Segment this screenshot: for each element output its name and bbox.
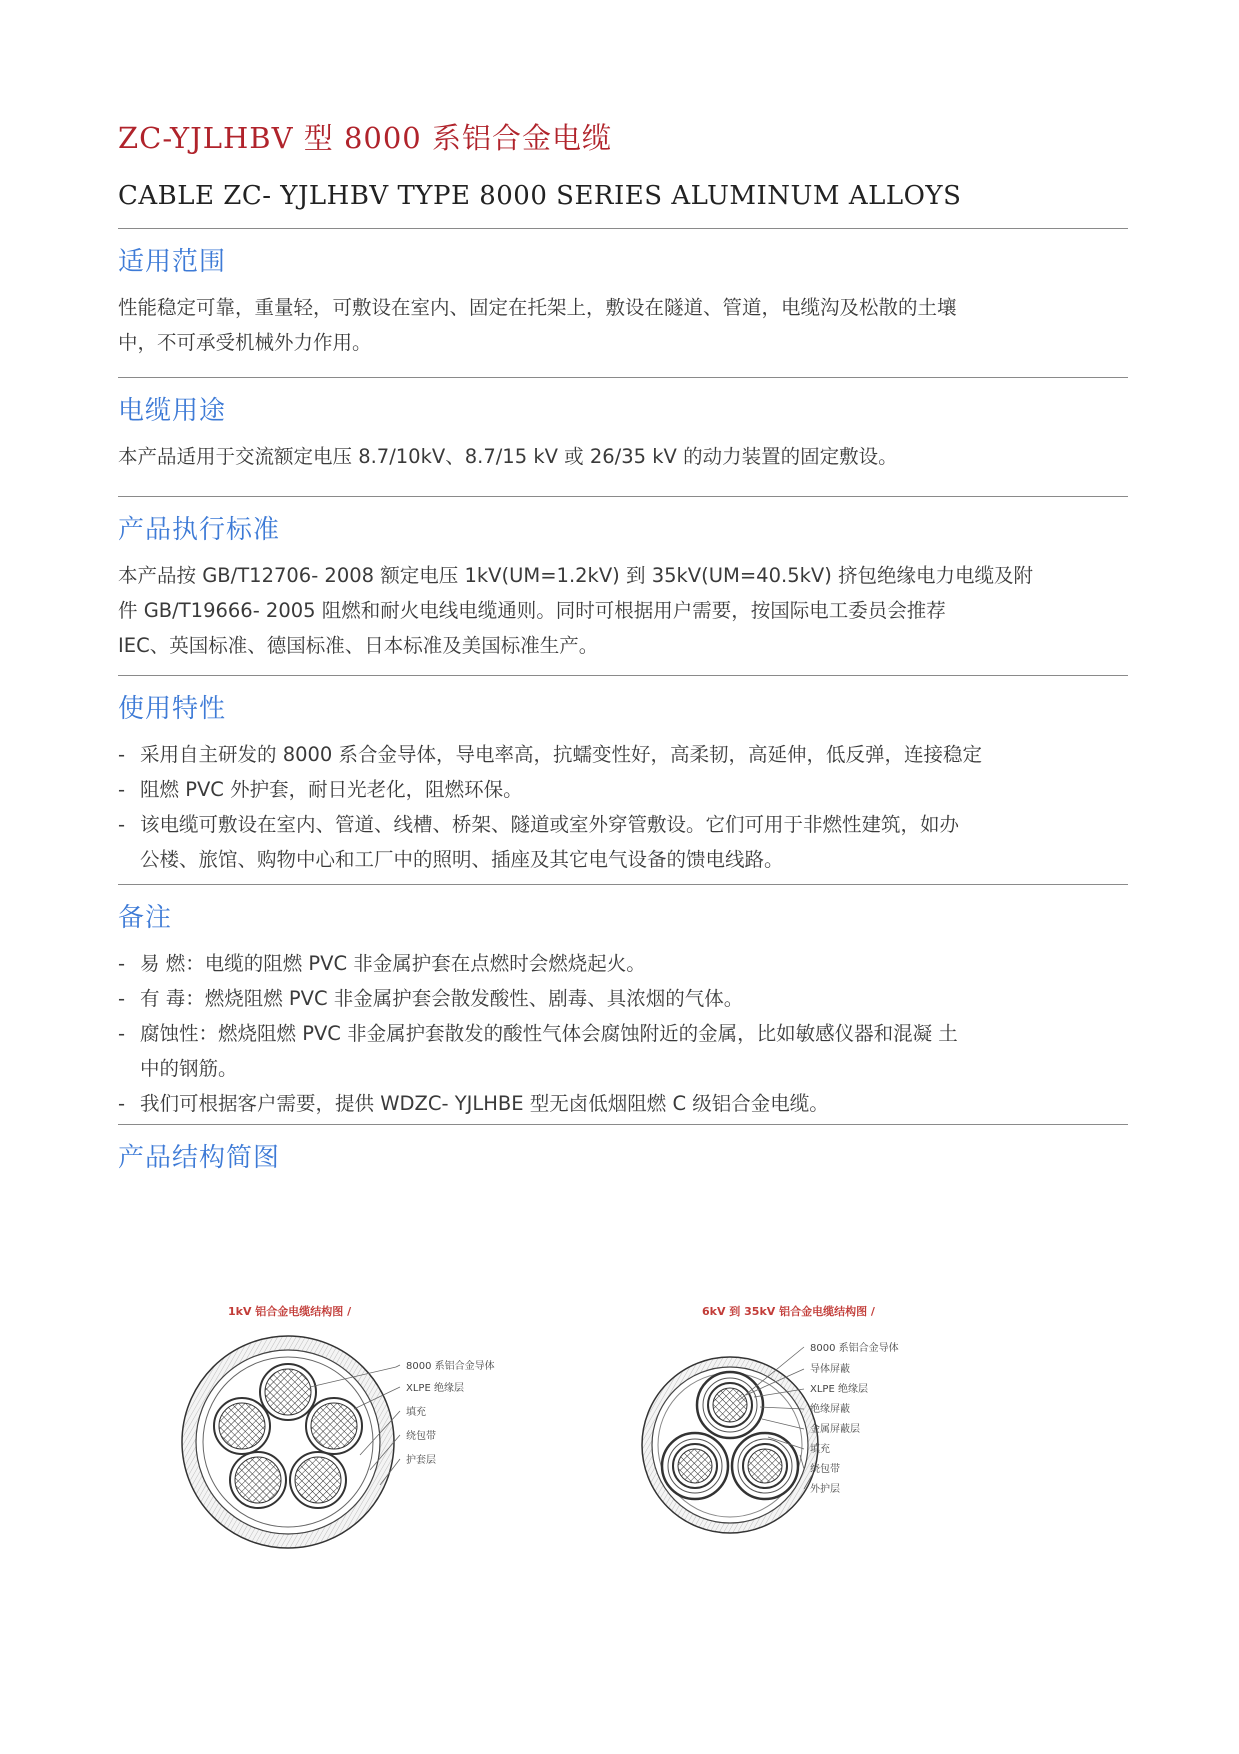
core-conductor <box>732 1433 798 1499</box>
section-body-scope <box>118 290 1128 360</box>
section-heading-scope: 适用范围 <box>118 247 227 277</box>
list-item-text: 易 燃：电缆的阻燃 PVC 非金属护套在点燃时会燃烧起火。 <box>140 952 646 975</box>
list-item-text: 采用自主研发的 8000 系合金导体，导电率高，抗蠕变性好，高柔韧，高延伸，低反弹，连接稳定 <box>140 743 983 766</box>
section-divider <box>118 1124 1128 1125</box>
core-conductor <box>230 1452 286 1508</box>
section-standard <box>118 496 1128 663</box>
bullet-dash: - <box>118 778 126 801</box>
section-structure <box>118 1124 1128 1174</box>
list-item-text: 阻燃 PVC 外护套，耐日光老化，阻燃环保。 <box>140 778 523 801</box>
cable-6-35kv-cross-section <box>642 1341 899 1533</box>
list-item <box>118 981 1128 1016</box>
callout-label-conductor: 8000 系铝合金导体 <box>406 1361 495 1372</box>
callout-label-insulation-screen: 绝缘屏蔽 <box>810 1404 850 1415</box>
page-title-cn: ZC-YJLHBV 型 8000 系铝合金电缆 <box>118 121 612 155</box>
callout-label-outer-sheath: 外护层 <box>810 1484 840 1495</box>
section-heading-standard: 产品执行标准 <box>118 515 281 545</box>
cable-1kv-cross-section <box>182 1336 495 1548</box>
list-item <box>118 807 1128 877</box>
page-title-en: CABLE ZC- YJLHBV TYPE 8000 SERIES ALUMINUM ALLOYS <box>118 181 962 211</box>
callout-label-conductor-screen: 导体屏蔽 <box>810 1364 850 1375</box>
bullet-dash: - <box>118 743 126 766</box>
core-conductor <box>290 1452 346 1508</box>
list-item <box>118 946 1128 981</box>
body-line: 件 GB/T19666- 2005 阻燃和耐火电线电缆通则。同时可根据用户需要，按国际电工委员会推荐 <box>118 599 946 622</box>
bullet-dash: - <box>118 813 126 836</box>
core-conductor <box>697 1372 763 1438</box>
core-conductor <box>260 1364 316 1420</box>
list-item-text: 腐蚀性：燃烧阻燃 PVC 非金属护套散发的酸性气体会腐蚀附近的金属，比如敏感仪器和混凝 土 <box>140 1022 958 1045</box>
callout-label-filler: 填充 <box>406 1407 426 1418</box>
section-divider <box>118 675 1128 676</box>
body-line: IEC、英国标准、德国标准、日本标准及美国标准生产。 <box>118 634 599 657</box>
section-body-usage <box>118 439 1128 474</box>
bullet-dash: - <box>118 987 126 1010</box>
body-line: 性能稳定可靠，重量轻，可敷设在室内、固定在托架上，敷设在隧道、管道，电缆沟及松散的土壤 <box>118 296 957 319</box>
cable-diagrams-svg <box>118 1325 1128 1595</box>
list-item <box>118 737 1128 772</box>
diagram-title-1kv: 1kV 铝合金电缆结构图 / <box>228 1305 352 1318</box>
diagram-title-6-35kv: 6kV 到 35kV 铝合金电缆结构图 / <box>702 1305 875 1318</box>
list-item <box>118 772 1128 807</box>
list-item <box>118 1086 1128 1121</box>
section-divider <box>118 884 1128 885</box>
section-scope <box>118 228 1128 360</box>
section-divider <box>118 377 1128 378</box>
body-line: 本产品适用于交流额定电压 8.7/10kV、8.7/15 kV 或 26/35 kV 的动力装置的固定敷设。 <box>118 445 898 468</box>
core-conductor <box>662 1433 728 1499</box>
list-item <box>118 1016 1128 1086</box>
section-heading-features: 使用特性 <box>118 694 227 724</box>
section-heading-usage: 电缆用途 <box>118 396 227 426</box>
bullet-dash: - <box>118 952 126 975</box>
list-item-text: 有 毒：燃烧阻燃 PVC 非金属护套会散发酸性、剧毒、具浓烟的气体。 <box>140 987 744 1010</box>
list-item-text: 该电缆可敷设在室内、管道、线槽、桥架、隧道或室外穿管敷设。它们可用于非燃性建筑，如办 <box>140 813 960 836</box>
callout-label-sheath: 护套层 <box>406 1455 436 1466</box>
section-heading-structure: 产品结构简图 <box>118 1143 281 1173</box>
notes-list <box>118 946 1128 1121</box>
structure-diagrams <box>118 1305 1128 1595</box>
section-usage <box>118 377 1128 474</box>
list-item-text: 我们可根据客户需要，提供 WDZC- YJLHBE 型无卤低烟阻燃 C 级铝合金电缆。 <box>140 1092 829 1115</box>
core-conductor <box>214 1398 270 1454</box>
callout-label-insulation: XLPE 绝缘层 <box>406 1383 464 1394</box>
callout-label-conductor: 8000 系铝合金导体 <box>810 1343 899 1354</box>
section-body-standard <box>118 558 1128 663</box>
section-divider <box>118 496 1128 497</box>
section-features <box>118 675 1128 877</box>
callout-label-metal-screen: 金属屏蔽层 <box>810 1424 860 1435</box>
body-line: 中，不可承受机械外力作用。 <box>118 331 372 354</box>
callout-label-wrapping-tape: 绕包带 <box>810 1464 840 1475</box>
body-line: 本产品按 GB/T12706- 2008 额定电压 1kV(UM=1.2kV) 到 35kV(UM=40.5kV) 挤包绝缘电力电缆及附 <box>118 564 1034 587</box>
core-conductor <box>306 1398 362 1454</box>
features-list <box>118 737 1128 877</box>
section-divider <box>118 228 1128 229</box>
section-heading-notes: 备注 <box>118 903 173 933</box>
callout-label-insulation: XLPE 绝缘层 <box>810 1384 868 1395</box>
callout-label-wrapping-tape: 绕包带 <box>406 1431 436 1442</box>
list-item-text: 公楼、旅馆、购物中心和工厂中的照明、插座及其它电气设备的馈电线路。 <box>140 848 784 871</box>
list-item-text: 中的钢筋。 <box>140 1057 238 1080</box>
bullet-dash: - <box>118 1092 126 1115</box>
callout-label-filler: 填充 <box>810 1444 830 1455</box>
section-notes <box>118 884 1128 1121</box>
bullet-dash: - <box>118 1022 126 1045</box>
